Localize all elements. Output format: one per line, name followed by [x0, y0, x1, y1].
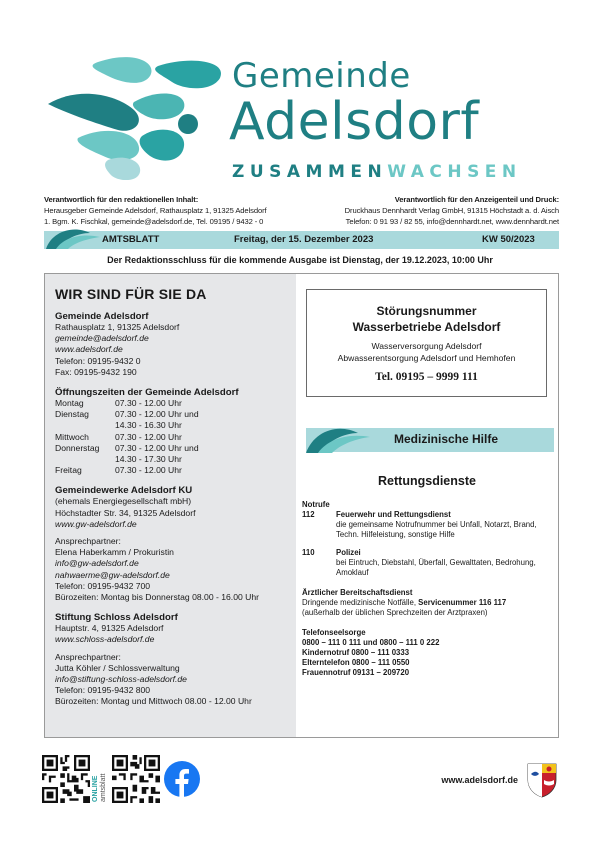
schloss-web-link[interactable]: www.schloss-adelsdorf.de: [55, 634, 155, 645]
issue-week: KW 50/2023: [482, 234, 535, 245]
bereitschaft-line2: (außerhalb der üblichen Sprechzeiten der Arztpraxen): [302, 608, 488, 617]
stoerung-line1: Wasserversorgung Adelsdorf: [371, 341, 482, 351]
hours-day: Dienstag: [55, 409, 89, 420]
editorial-heading: Verantwortlich für den redaktionellen Inhalt:: [44, 195, 199, 204]
tagline-part2: WACHSEN: [387, 162, 522, 182]
werke-phone: Telefon: 09195-9432 700: [55, 580, 151, 591]
amtsblatt-label: AMTSBLATT: [102, 234, 160, 245]
n110-desc1: bei Eintruch, Diebstahl, Überfall, Gewalttaten, Bedrohung,: [336, 558, 536, 567]
svg-text:ONLINE: ONLINE: [92, 775, 99, 802]
hours-heading: Öffnungszeiten der Gemeinde Adelsdorf: [55, 387, 239, 399]
werke-web-link[interactable]: www.gw-adelsdorf.de: [55, 518, 137, 529]
gemeinde-phone: Telefon: 09195-9432 0: [55, 355, 141, 366]
main-content-box: [44, 273, 559, 738]
werke-contact: Elena Haberkamm / Prokuristin: [55, 547, 174, 558]
kindernotruf: Kindernotruf 0800 – 111 0333: [302, 648, 410, 657]
svg-text:amtsblatt: amtsblatt: [100, 773, 107, 802]
schloss-contact: Jutta Köhler / Schlossverwaltung: [55, 662, 180, 673]
notrufe-label: Notrufe: [302, 500, 330, 509]
bereitschaft-line1: Dringende medizinische Notfälle,: [302, 598, 419, 607]
gemeinde-address: Rathausplatz 1, 91325 Adelsdorf: [55, 322, 180, 332]
brand-name-line2: Adelsdorf: [229, 92, 480, 152]
seelsorge-title: Telefonseelsorge: [302, 628, 366, 637]
amtsblatt-bar: [44, 231, 559, 249]
n112-desc2: Techn. Hilfeleistung, sonstige Hilfe: [336, 530, 455, 539]
werke-heading: Gemeindewerke Adelsdorf KU: [55, 485, 193, 497]
print-line1: Druckhaus Dennhardt Verlag GmbH, 91315 Höchstadt a. d. Aisch: [344, 206, 559, 215]
hours-time: 07.30 - 12.00 Uhr und: [115, 442, 199, 453]
hours-day: [55, 420, 115, 431]
tagline-part1: ZUSAMMEN: [232, 162, 388, 182]
schloss-contact-label: Ansprechpartner:: [55, 651, 121, 662]
hours-time: 07.30 - 12.00 Uhr: [115, 465, 182, 476]
hours-table: [55, 398, 296, 476]
hours-day: [55, 454, 115, 465]
gemeinde-fax: Fax: 09195-9432 190: [55, 366, 137, 377]
editorial-responsibility: [44, 194, 267, 227]
water-emergency-box: [306, 289, 547, 397]
gemeinde-heading: Gemeinde Adelsdorf: [55, 311, 149, 322]
editorial-line1: Herausgeber Gemeinde Adelsdorf, Rathausplatz 1, 91325 Adelsdorf: [44, 206, 267, 215]
online-amtsblatt-icon: [91, 756, 107, 802]
bereitschaft-service: Servicenummer 116 117: [418, 598, 507, 607]
facebook-icon[interactable]: [164, 761, 200, 797]
bereitschaft-title: Ärztlicher Bereitschaftsdienst: [302, 588, 413, 597]
schloss-heading: Stiftung Schloss Adelsdorf: [55, 612, 178, 624]
website-link[interactable]: www.adelsdorf.de: [441, 775, 518, 785]
stoerung-title1: Störungsnummer: [376, 304, 477, 318]
hours-time: 14.30 - 16.30 Uhr: [115, 420, 182, 431]
werke-address: Höchstadter Str. 34, 91325 Adelsdorf: [55, 507, 196, 518]
schloss-address: Hauptstr. 4, 91325 Adelsdorf: [55, 623, 164, 634]
schloss-phone: Telefon: 09195-9432 800: [55, 685, 151, 696]
editorial-line2: 1. Bgm. K. Fischkal, gemeinde@adelsdorf.de, Tel. 09195 / 9432 - 0: [44, 217, 264, 226]
schloss-email-link[interactable]: info@stiftung-schloss-adelsdorf.de: [55, 674, 187, 685]
print-responsibility: [345, 194, 559, 227]
stoerung-line2: Abwasserentsorgung Adelsdorf und Hemhofen: [337, 353, 516, 363]
werke-sub: (ehemals Energiegesellschaft mbH): [55, 496, 192, 507]
hours-time: 07.30 - 12.00 Uhr: [115, 398, 182, 409]
n110-desc2: Amoklauf: [336, 568, 369, 577]
stoerung-phone: Tel. 09195 – 9999 111: [375, 371, 478, 383]
werke-contact-label: Ansprechpartner:: [55, 536, 121, 547]
contact-title: WIR SIND FÜR SIE DA: [55, 286, 207, 302]
hours-time: 07.30 - 12.00 Uhr: [115, 431, 182, 442]
issue-date: Freitag, der 15. Dezember 2023: [234, 234, 374, 245]
brand-tagline: [232, 162, 522, 182]
contact-column: [45, 274, 296, 737]
info-column: [296, 274, 558, 737]
stoerung-title2: Wasserbetriebe Adelsdorf: [352, 320, 501, 334]
print-line2: Telefon: 0 91 93 / 82 55, info@dennhardt.net, www.dennhardt.net: [345, 217, 559, 226]
swirl-decoration-icon: [44, 225, 104, 251]
swirl-decoration-icon: [304, 423, 374, 455]
n110-title: Polizei: [336, 548, 361, 557]
medical-help-bar: [306, 428, 554, 452]
werke-email2-link[interactable]: nahwaerme@gw-adelsdorf.de: [55, 569, 170, 580]
werke-hours: Bürozeiten: Montag bis Donnerstag 08.00 - 16.00 Uhr: [55, 592, 259, 603]
print-heading: Verantwortlich für den Anzeigenteil und Druck:: [394, 195, 559, 204]
gemeinde-web-link[interactable]: www.adelsdorf.de: [55, 344, 123, 355]
rescue-heading: Rettungsdienste: [378, 474, 476, 488]
werke-email-link[interactable]: info@gw-adelsdorf.de: [55, 558, 139, 569]
hours-day: Mittwoch: [55, 431, 89, 442]
emergency-numbers: [302, 500, 552, 678]
hours-time: 14.30 - 17.30 Uhr: [115, 454, 182, 465]
coat-of-arms-icon: [526, 760, 558, 798]
hours-time: 07.30 - 12.00 Uhr und: [115, 409, 199, 420]
medical-help-label: Medizinische Hilfe: [394, 432, 499, 446]
hours-day: Freitag: [55, 465, 82, 476]
qr-code-icon[interactable]: [42, 755, 90, 803]
deadline-notice: Der Redaktionsschluss für die kommende Ausgabe ist Dienstag, der 19.12.2023, 10:00 Uhr: [107, 255, 493, 265]
gemeinde-logo-icon: [38, 52, 228, 180]
gemeinde-email-link[interactable]: gemeinde@adelsdorf.de: [55, 333, 149, 344]
brand-name-line1: Gemeinde: [232, 56, 411, 96]
schloss-hours: Bürozeiten: Montag und Mittwoch 08.00 - 12.00 Uhr: [55, 696, 252, 707]
frauennotruf: Frauennotruf 09131 – 209720: [302, 668, 410, 677]
n112-desc1: die gemeinsame Notrufnummer bei Unfall, Notarzt, Brand,: [336, 520, 537, 529]
elterntelefon: Elterntelefon 0800 – 111 0550: [302, 658, 410, 667]
hours-day: Donnerstag: [55, 442, 100, 453]
number-110: 110: [302, 548, 315, 557]
n112-title: Feuerwehr und Rettungsdienst: [336, 510, 451, 519]
qr-code-icon[interactable]: [112, 755, 160, 803]
number-112: 112: [302, 510, 315, 519]
hours-day: Montag: [55, 398, 84, 409]
seelsorge-numbers: 0800 – 111 0 111 und 0800 – 111 0 222: [302, 638, 440, 647]
